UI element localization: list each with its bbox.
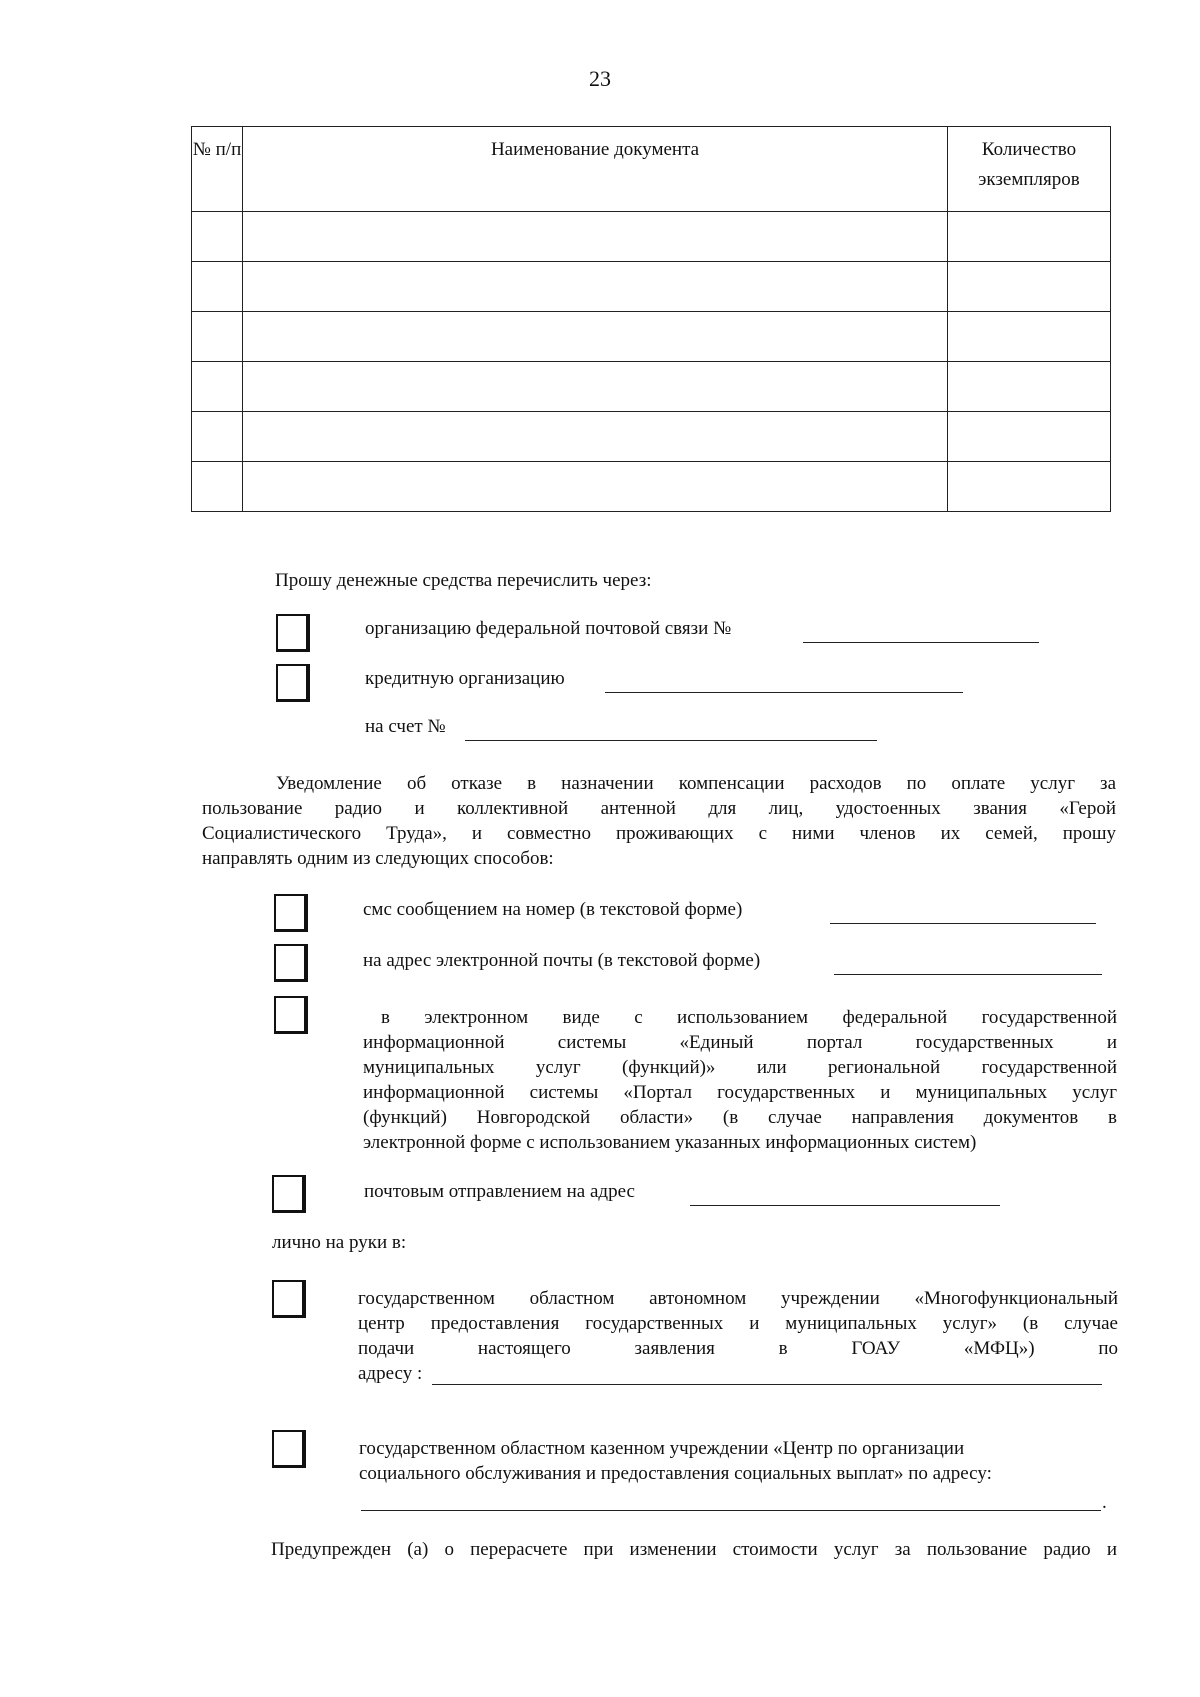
cell-number[interactable] xyxy=(192,312,243,362)
header-document-name: Наименование документа xyxy=(243,127,948,212)
cell-copies[interactable] xyxy=(948,262,1111,312)
notice-line: Уведомление об отказе в назначении компенсации расходов по оплате услуг за xyxy=(276,773,1116,794)
label-postal: почтовым отправлением на адрес xyxy=(364,1181,635,1202)
cell-copies[interactable] xyxy=(948,412,1111,462)
notice-paragraph xyxy=(202,771,1116,871)
mfc-line: адресу : xyxy=(358,1363,423,1384)
center-end-mark: . xyxy=(1102,1492,1107,1513)
header-copies: Количество экземпляров xyxy=(948,127,1111,212)
cell-number[interactable] xyxy=(192,362,243,412)
electronic-line: электронной форме с использованием указанных информационных систем) xyxy=(363,1132,977,1153)
postal-address-field[interactable] xyxy=(690,1205,1000,1206)
electronic-line: информационной системы «Единый портал государственных и xyxy=(363,1032,1117,1053)
center-line: социального обслуживания и предоставления социальных выплат» по адресу: xyxy=(359,1463,992,1484)
electronic-line: (функций) Новгородской области» (в случае направления документов в xyxy=(363,1107,1117,1128)
label-personal: лично на руки в: xyxy=(272,1232,407,1253)
notice-line: направлять одним из следующих способов: xyxy=(202,848,554,869)
account-number-field[interactable] xyxy=(465,740,877,741)
table-row xyxy=(192,412,1111,462)
center-address-field[interactable] xyxy=(361,1510,1101,1511)
label-email: на адрес электронной почты (в текстовой форме) xyxy=(363,950,761,971)
table-row xyxy=(192,212,1111,262)
mfc-option-text xyxy=(358,1286,1118,1386)
checkbox-electronic[interactable] xyxy=(274,996,308,1034)
electronic-line: в электронном виде с использованием федеральной государственной xyxy=(381,1007,1117,1028)
post-office-number-field[interactable] xyxy=(803,642,1039,643)
cell-number[interactable] xyxy=(192,262,243,312)
notice-line: пользование радио и коллективной антенной для лиц, удостоенных звания «Герой xyxy=(202,798,1116,819)
email-address-field[interactable] xyxy=(834,974,1102,975)
checkbox-sms[interactable] xyxy=(274,894,308,932)
mfc-line: центр предоставления государственных и муниципальных услуг» (в случае xyxy=(358,1313,1118,1334)
table-row xyxy=(192,462,1111,512)
cell-copies[interactable] xyxy=(948,212,1111,262)
electronic-line: муниципальных услуг (функций)» или региональной государственной xyxy=(363,1057,1117,1078)
cell-document-name[interactable] xyxy=(243,312,948,362)
cell-number[interactable] xyxy=(192,462,243,512)
cell-copies[interactable] xyxy=(948,462,1111,512)
table-row xyxy=(192,262,1111,312)
checkbox-credit-org[interactable] xyxy=(276,664,310,702)
checkbox-mfc[interactable] xyxy=(272,1280,306,1318)
notice-line: Социалистического Труда», и совместно проживающих с ними членов их семей, прошу xyxy=(202,823,1116,844)
warning-line: Предупрежден (а) о перерасчете при изменении стоимости услуг за пользование радио и xyxy=(271,1539,1117,1560)
cell-number[interactable] xyxy=(192,212,243,262)
label-post-office: организацию федеральной почтовой связи № xyxy=(365,618,732,639)
sms-number-field[interactable] xyxy=(830,923,1096,924)
header-number: № п/п xyxy=(192,127,243,212)
cell-document-name[interactable] xyxy=(243,462,948,512)
checkbox-email[interactable] xyxy=(274,944,308,982)
mfc-line: подачи настоящего заявления в ГОАУ «МФЦ») по xyxy=(358,1338,1118,1359)
label-credit-org: кредитную организацию xyxy=(365,668,565,689)
mfc-line: государственном областном автономном учреждении «Многофункциональный xyxy=(358,1288,1118,1309)
warning-text xyxy=(271,1537,1117,1562)
label-sms: смс сообщением на номер (в текстовой форме) xyxy=(363,899,743,920)
label-account: на счет № xyxy=(365,716,446,737)
table-row xyxy=(192,312,1111,362)
electronic-option-text xyxy=(363,1005,1117,1155)
cell-copies[interactable] xyxy=(948,312,1111,362)
page-number: 23 xyxy=(589,66,611,91)
credit-org-field[interactable] xyxy=(605,692,963,693)
cell-document-name[interactable] xyxy=(243,362,948,412)
cell-document-name[interactable] xyxy=(243,412,948,462)
table-header-row xyxy=(192,127,1111,212)
mfc-address-field[interactable] xyxy=(432,1384,1102,1385)
center-option-text xyxy=(359,1436,1119,1486)
cell-copies[interactable] xyxy=(948,362,1111,412)
electronic-line: информационной системы «Портал государственных и муниципальных услуг xyxy=(363,1082,1117,1103)
cell-document-name[interactable] xyxy=(243,262,948,312)
checkbox-postal[interactable] xyxy=(272,1175,306,1213)
checkbox-center[interactable] xyxy=(272,1430,306,1468)
documents-table xyxy=(191,126,1111,512)
cell-document-name[interactable] xyxy=(243,212,948,262)
transfer-intro: Прошу денежные средства перечислить через: xyxy=(275,570,652,591)
cell-number[interactable] xyxy=(192,412,243,462)
table-row xyxy=(192,362,1111,412)
center-line: государственном областном казенном учреждении «Центр по организации xyxy=(359,1438,965,1459)
checkbox-post-office[interactable] xyxy=(276,614,310,652)
